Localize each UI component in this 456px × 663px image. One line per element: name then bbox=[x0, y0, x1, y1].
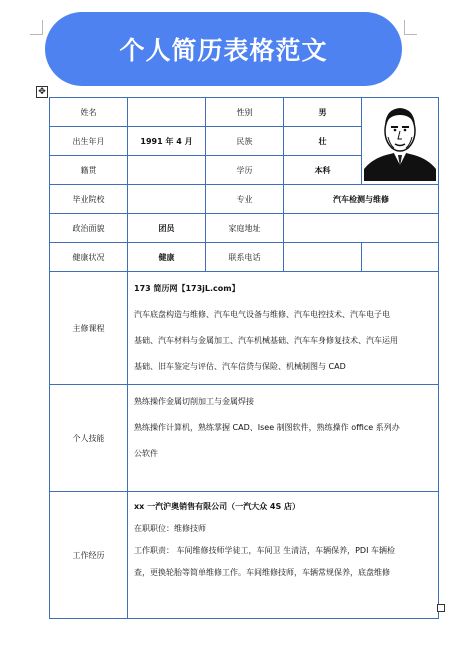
phone-label: 联系电话 bbox=[206, 243, 284, 272]
education-value[interactable]: 本科 bbox=[284, 156, 362, 185]
experience-line: 工作职责： 车间维修技师学徒工，车间卫 生清洁，车辆保养，PDI 车辆检 bbox=[134, 546, 395, 555]
table-row bbox=[50, 385, 439, 492]
skills-line: 熟练操作计算机，熟练掌握 CAD、Isee 制图软件，熟练操作 office 系列办 bbox=[134, 423, 400, 432]
courses-content[interactable] bbox=[128, 272, 439, 385]
table-row bbox=[50, 185, 439, 214]
table-row bbox=[50, 98, 439, 127]
phone-value[interactable] bbox=[284, 243, 362, 272]
skills-line: 熟练操作金属切削加工与金属焊接 bbox=[134, 397, 254, 406]
origin-value[interactable] bbox=[128, 156, 206, 185]
birth-label: 出生年月 bbox=[50, 127, 128, 156]
ethnicity-label: 民族 bbox=[206, 127, 284, 156]
table-row bbox=[50, 492, 439, 619]
address-label: 家庭地址 bbox=[206, 214, 284, 243]
gender-value[interactable]: 男 bbox=[284, 98, 362, 127]
political-label: 政治面貌 bbox=[50, 214, 128, 243]
skills-label: 个人技能 bbox=[50, 385, 128, 492]
phone-extra[interactable] bbox=[362, 243, 439, 272]
page-title: 个人简历表格范文 bbox=[119, 36, 328, 65]
origin-label: 籍贯 bbox=[50, 156, 128, 185]
table-move-handle[interactable]: ✥ bbox=[36, 86, 48, 98]
margin-corner-top-left bbox=[30, 20, 43, 35]
table-resize-handle[interactable] bbox=[437, 604, 445, 612]
table-row bbox=[50, 243, 439, 272]
courses-line: 基础、旧车鉴定与评估、汽车信贷与保险、机械制图与 CAD bbox=[134, 362, 346, 371]
name-label: 姓名 bbox=[50, 98, 128, 127]
skills-content[interactable] bbox=[128, 385, 439, 492]
health-value[interactable]: 健康 bbox=[128, 243, 206, 272]
title-banner bbox=[45, 12, 402, 86]
health-label: 健康状况 bbox=[50, 243, 128, 272]
education-label: 学历 bbox=[206, 156, 284, 185]
photo-cell bbox=[362, 98, 439, 185]
courses-line: 173 简历网【173jL.com】 bbox=[134, 284, 240, 293]
experience-line: xx 一汽沪奥销售有限公司（一汽大众 4S 店） bbox=[134, 502, 301, 511]
major-label: 专业 bbox=[206, 185, 284, 214]
resume-table bbox=[49, 97, 439, 619]
table-row bbox=[50, 214, 439, 243]
ethnicity-value[interactable]: 壮 bbox=[284, 127, 362, 156]
courses-label: 主修课程 bbox=[50, 272, 128, 385]
experience-label: 工作经历 bbox=[50, 492, 128, 619]
address-value[interactable] bbox=[284, 214, 439, 243]
experience-line: 查，更换轮胎等简单维修工作。车间维修技师，车辆常规保养，底盘维修 bbox=[134, 568, 390, 577]
gender-label: 性别 bbox=[206, 98, 284, 127]
school-label: 毕业院校 bbox=[50, 185, 128, 214]
skills-line: 公软件 bbox=[134, 449, 158, 458]
political-value[interactable]: 团员 bbox=[128, 214, 206, 243]
margin-corner-top-right bbox=[404, 20, 417, 35]
profile-photo bbox=[364, 99, 436, 181]
courses-line: 汽车底盘构造与维修、汽车电气设备与维修、汽车电控技术、汽车电子电 bbox=[134, 310, 390, 319]
table-row bbox=[50, 272, 439, 385]
major-value[interactable]: 汽车检测与维修 bbox=[284, 185, 439, 214]
experience-content[interactable] bbox=[128, 492, 439, 619]
name-value[interactable] bbox=[128, 98, 206, 127]
experience-line: 在职职位：维修技师 bbox=[134, 524, 206, 533]
courses-line: 基础、汽车材料与金属加工、汽车机械基础、汽车车身修复技术、汽车运用 bbox=[134, 336, 398, 345]
birth-value[interactable]: 1991 年 4 月 bbox=[128, 127, 206, 156]
school-value[interactable] bbox=[128, 185, 206, 214]
